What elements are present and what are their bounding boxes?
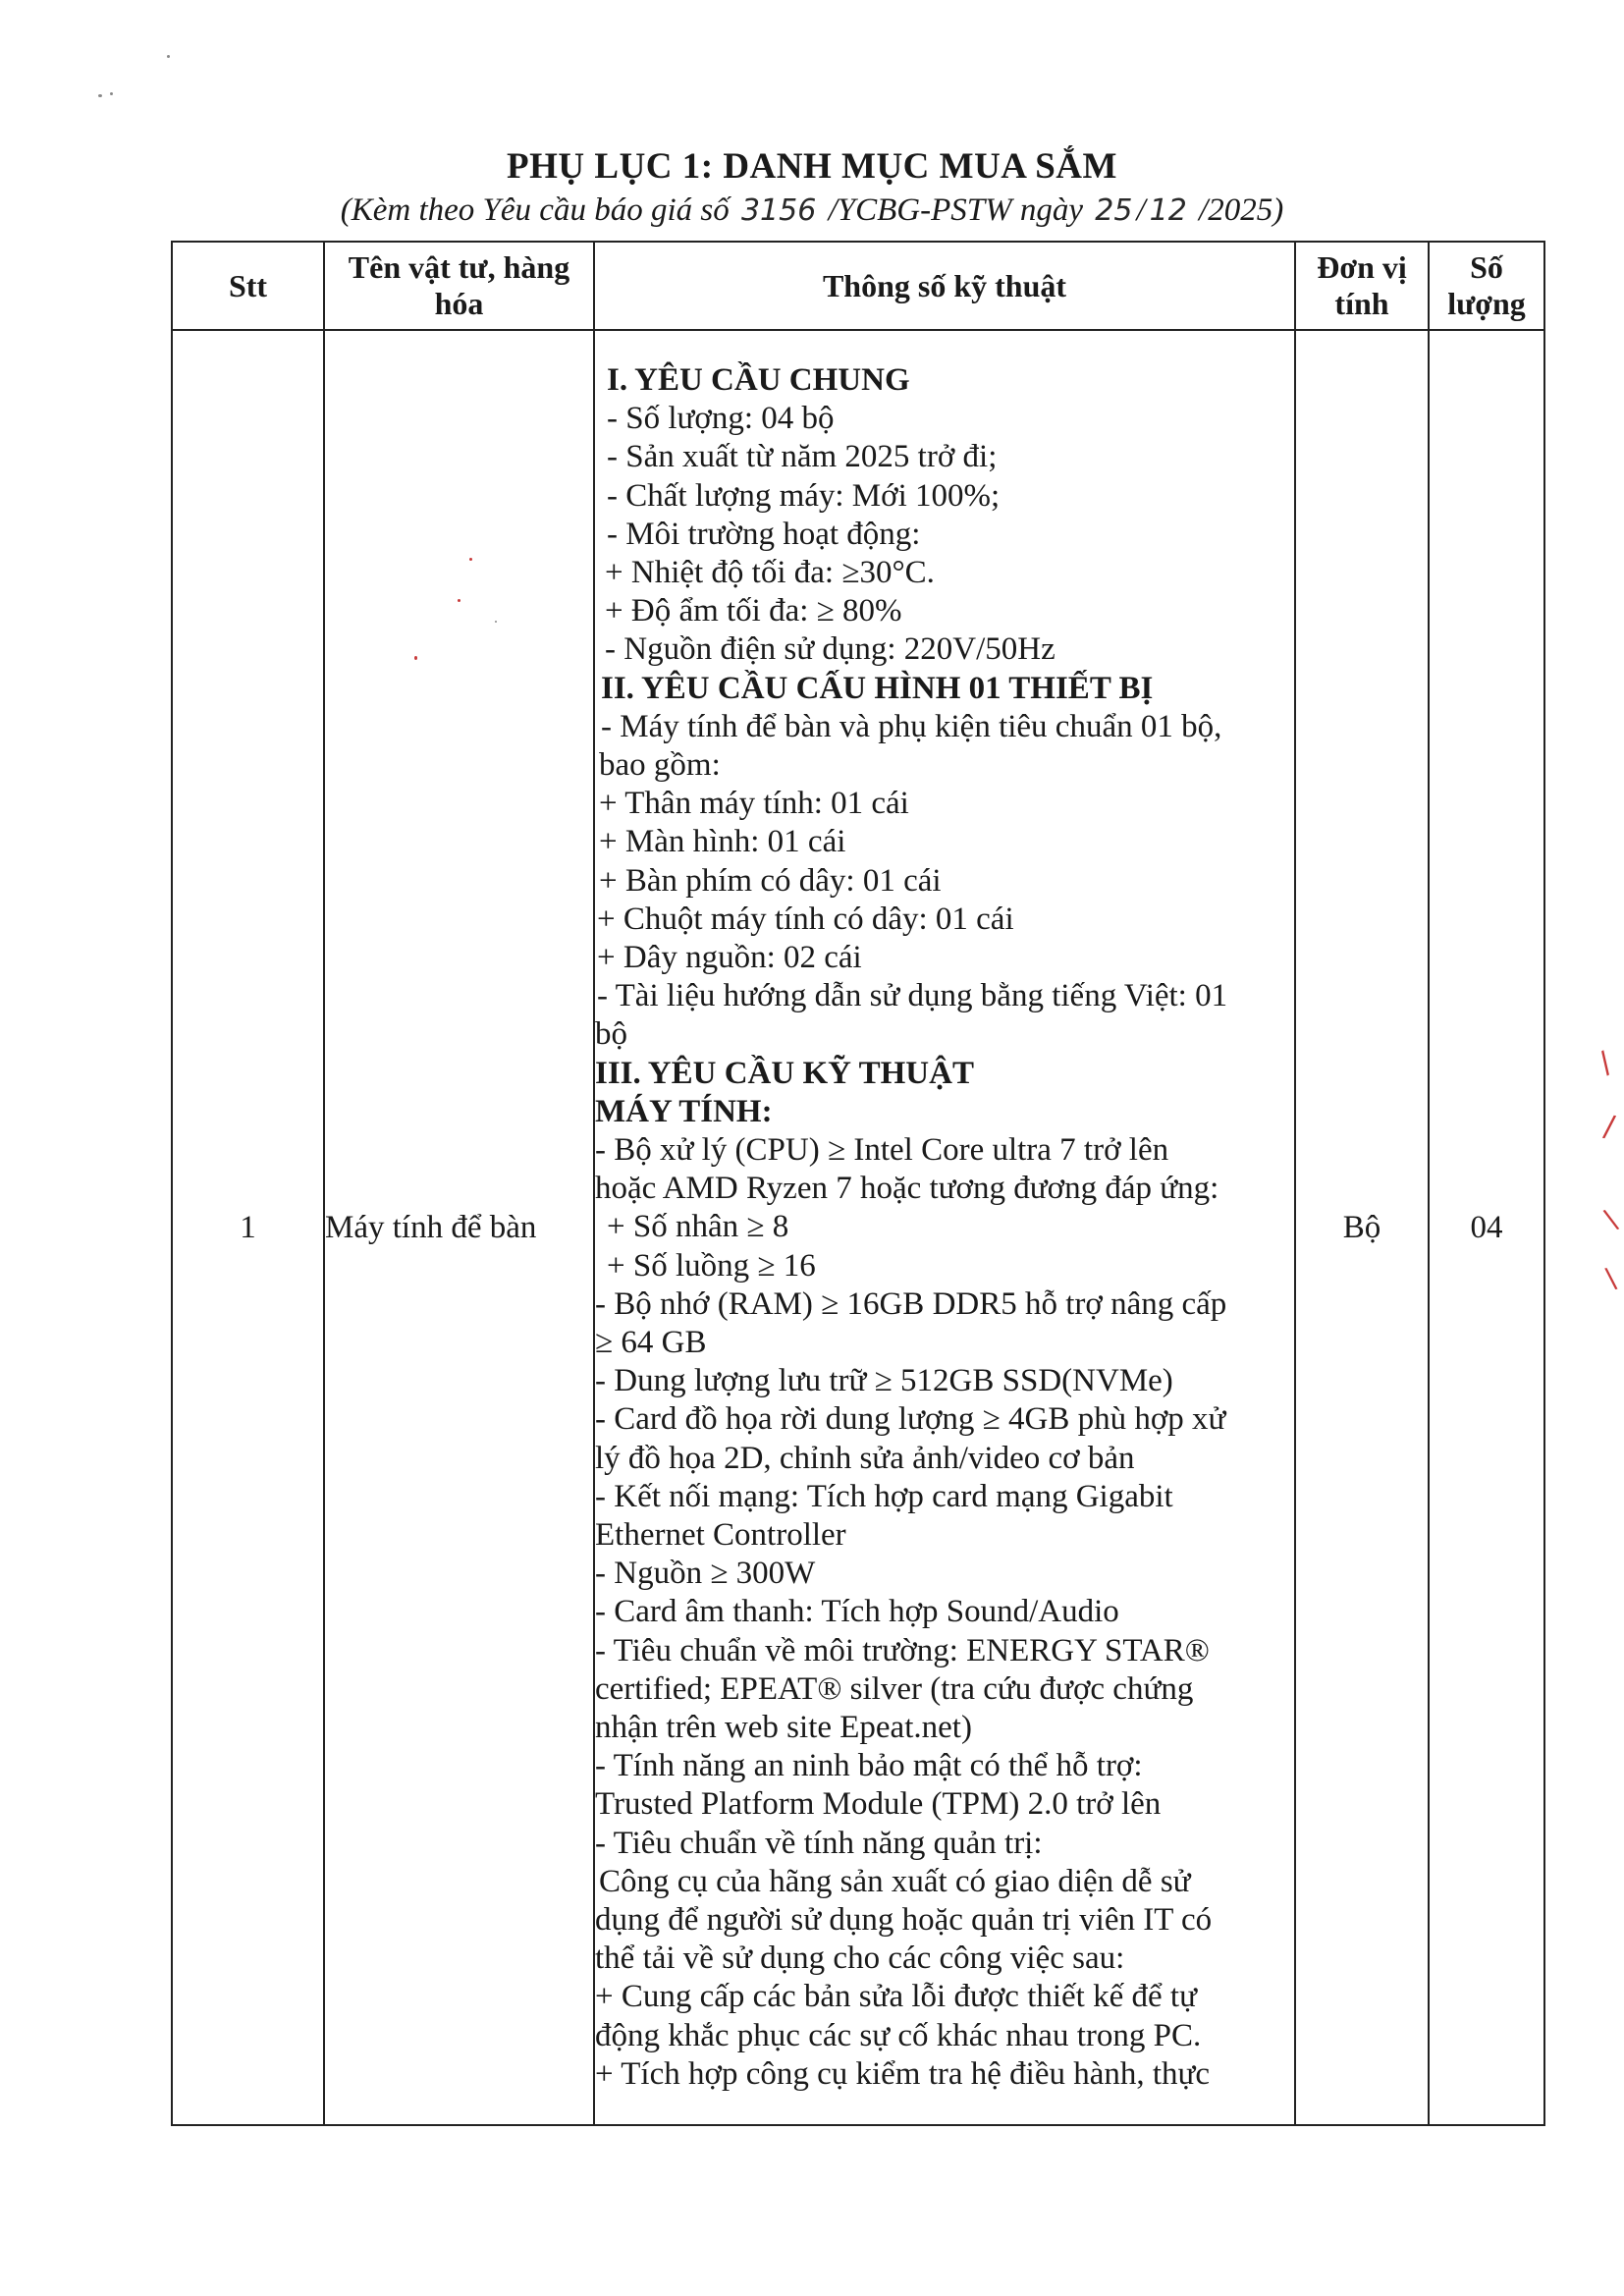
stamp-fragment-mark: \ bbox=[1603, 1261, 1619, 1295]
spec-line: ≥ 64 GB bbox=[595, 1325, 707, 1360]
stamp-fragment-mark: / bbox=[1601, 1109, 1618, 1145]
column-header-unit: Đơn vị tính bbox=[1295, 242, 1429, 330]
column-header-spec: Thông số kỹ thuật bbox=[594, 242, 1295, 330]
cell-unit: Bộ bbox=[1295, 330, 1429, 2125]
spec-section-heading: II. YÊU CẦU CẤU HÌNH 01 THIẾT BỊ bbox=[601, 670, 1154, 706]
spec-section-heading: III. YÊU CẦU KỸ THUẬT bbox=[595, 1055, 974, 1091]
spec-line: + Số nhân ≥ 8 bbox=[607, 1209, 789, 1245]
spec-line: + Nhiệt độ tối đa: ≥30°C. bbox=[605, 554, 935, 590]
spec-section-heading: MÁY TÍNH: bbox=[595, 1093, 773, 1129]
spec-line: - Dung lượng lưu trữ ≥ 512GB SSD(NVMe) bbox=[595, 1363, 1173, 1399]
spec-line: hoặc AMD Ryzen 7 hoặc tương đương đáp ứng: bbox=[595, 1171, 1219, 1207]
spec-line: bao gồm: bbox=[599, 746, 721, 783]
spec-line: - Card âm thanh: Tích hợp Sound/Audio bbox=[595, 1594, 1119, 1630]
spec-line: - Tính năng an ninh bảo mật có thể hỗ trợ: bbox=[595, 1748, 1143, 1784]
spec-line: - Môi trường hoạt động: bbox=[607, 516, 921, 552]
subtitle-suffix: /2025) bbox=[1190, 192, 1284, 228]
stamp-fragment-mark: / bbox=[1592, 1045, 1619, 1081]
spec-line: + Tích hợp công cụ kiểm tra hệ điều hành, thực bbox=[595, 2055, 1211, 2092]
spec-line: - Card đồ họa rời dung lượng ≥ 4GB phù hợp xử bbox=[595, 1401, 1226, 1438]
spec-line: + Bàn phím có dây: 01 cái bbox=[599, 862, 942, 899]
spec-section-heading: I. YÊU CẦU CHUNG bbox=[607, 361, 910, 398]
cell-specifications bbox=[594, 330, 1295, 2125]
spec-line: bộ bbox=[595, 1016, 627, 1053]
scan-speck bbox=[98, 94, 102, 97]
spec-line: - Bộ xử lý (CPU) ≥ Intel Core ultra 7 trở lên bbox=[595, 1131, 1169, 1168]
cell-stt: 1 bbox=[172, 330, 324, 2125]
spec-line: động khắc phục các sự cố khác nhau trong PC. bbox=[595, 2017, 1202, 2053]
spec-line: - Tiêu chuẩn về môi trường: ENERGY STAR® bbox=[595, 1632, 1210, 1668]
spec-line: - Nguồn ≥ 300W bbox=[595, 1556, 816, 1592]
spec-line: + Số luồng ≥ 16 bbox=[607, 1247, 816, 1284]
scan-speck bbox=[458, 599, 460, 602]
date-month-handwritten: 12 bbox=[1149, 193, 1187, 228]
procurement-table bbox=[171, 241, 1545, 2126]
date-day-handwritten: 25 bbox=[1095, 193, 1133, 228]
spec-line: - Số lượng: 04 bộ bbox=[607, 401, 835, 437]
spec-line: - Máy tính để bàn và phụ kiện tiêu chuẩn 01 bộ, bbox=[601, 708, 1222, 744]
spec-line: - Sản xuất từ năm 2025 trở đi; bbox=[607, 439, 998, 475]
spec-line: dụng để người sử dụng hoặc quản trị viên IT có bbox=[595, 1902, 1213, 1939]
stamp-fragment-mark: \ bbox=[1600, 1202, 1621, 1236]
spec-line: - Kết nối mạng: Tích hợp card mạng Gigabit bbox=[595, 1478, 1173, 1514]
table-row bbox=[172, 330, 1544, 2125]
cell-quantity: 04 bbox=[1429, 330, 1544, 2125]
spec-line: certified; EPEAT® silver (tra cứu được chứng bbox=[595, 1670, 1194, 1707]
spec-line: - Nguồn điện sử dụng: 220V/50Hz bbox=[605, 631, 1056, 668]
spec-line: + Chuột máy tính có dây: 01 cái bbox=[597, 901, 1014, 937]
table-header-row bbox=[172, 242, 1544, 330]
spec-line: Ethernet Controller bbox=[595, 1517, 846, 1554]
scan-speck bbox=[110, 92, 113, 95]
spec-line: + Thân máy tính: 01 cái bbox=[599, 786, 909, 822]
spec-line: + Màn hình: 01 cái bbox=[599, 824, 846, 860]
spec-line: + Dây nguồn: 02 cái bbox=[597, 939, 862, 975]
column-header-name: Tên vật tư, hàng hóa bbox=[324, 242, 594, 330]
spec-line: - Tài liệu hướng dẫn sử dụng bằng tiếng Việt: 01 bbox=[597, 978, 1228, 1014]
scan-speck bbox=[414, 656, 417, 660]
spec-line: + Cung cấp các bản sửa lỗi được thiết kế để tự bbox=[595, 1979, 1197, 2015]
spec-line: lý đồ họa 2D, chỉnh sửa ảnh/video cơ bản bbox=[595, 1440, 1135, 1476]
subtitle-middle: /YCBG-PSTW ngày bbox=[820, 192, 1092, 228]
spec-line: - Tiêu chuẩn về tính năng quản trị: bbox=[595, 1825, 1043, 1861]
page-subtitle: (Kèm theo Yêu cầu báo giá số 3156 /YCBG-PSTW ngày 25 / 12 /2025) bbox=[340, 192, 1284, 228]
request-number-handwritten: 3156 bbox=[740, 193, 817, 228]
scan-speck bbox=[495, 621, 497, 623]
spec-line: Công cụ của hãng sản xuất có giao diện dễ sử bbox=[599, 1863, 1191, 1899]
spec-line: Trusted Platform Module (TPM) 2.0 trở lên bbox=[595, 1786, 1162, 1823]
spec-line: nhận trên web site Epeat.net) bbox=[595, 1710, 972, 1746]
scan-speck bbox=[469, 558, 472, 561]
cell-item-name: Máy tính để bàn bbox=[324, 330, 594, 2125]
spec-line: thể tải về sử dụng cho các công việc sau: bbox=[595, 1941, 1125, 1977]
column-header-qty: Số lượng bbox=[1429, 242, 1544, 330]
page-title: PHỤ LỤC 1: DANH MỤC MUA SẮM bbox=[507, 146, 1117, 187]
column-header-stt: Stt bbox=[172, 242, 324, 330]
spec-line: + Độ ẩm tối đa: ≥ 80% bbox=[605, 593, 902, 629]
scan-speck bbox=[167, 55, 170, 58]
spec-line: - Bộ nhớ (RAM) ≥ 16GB DDR5 hỗ trợ nâng cấp bbox=[595, 1285, 1227, 1322]
spec-line: - Chất lượng máy: Mới 100%; bbox=[607, 477, 1001, 514]
subtitle-prefix: (Kèm theo Yêu cầu báo giá số bbox=[340, 192, 737, 228]
spec-list bbox=[595, 361, 1294, 2094]
